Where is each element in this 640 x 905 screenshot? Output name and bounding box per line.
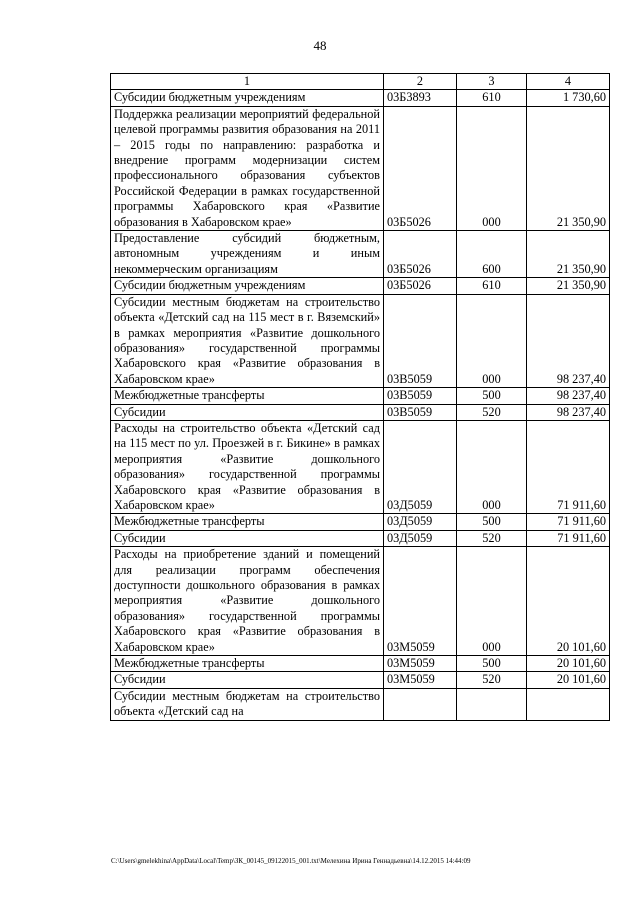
table-row (111, 404, 610, 420)
table-row (111, 656, 610, 672)
cell-amount: 98 237,40 (527, 388, 610, 404)
cell-code: 03Б5026 (384, 231, 457, 278)
cell-amount: 20 101,60 (527, 656, 610, 672)
cell-type: 610 (457, 90, 527, 106)
cell-name: Субсидии бюджетным учреждениям (111, 278, 384, 294)
cell-amount: 71 911,60 (527, 530, 610, 546)
table-row (111, 90, 610, 106)
table-row (111, 106, 610, 230)
cell-name: Межбюджетные трансферты (111, 388, 384, 404)
header-cell-name: 1 (111, 74, 384, 90)
table-row (111, 688, 610, 720)
cell-name: Субсидии местным бюджетам на строительство объекта «Детский сад на 115 мест в г. Вяземский» в рамках мероприятия «Развитие дошкольного образования» государственной программы Хабаровского края «Развитие образования в Хабаровском крае» (111, 294, 384, 387)
cell-code: 03М5059 (384, 547, 457, 656)
table-row (111, 420, 610, 513)
cell-type: 000 (457, 420, 527, 513)
cell-code (384, 688, 457, 720)
cell-type: 500 (457, 514, 527, 530)
cell-amount: 21 350,90 (527, 106, 610, 230)
cell-amount: 98 237,40 (527, 404, 610, 420)
cell-amount: 1 730,60 (527, 90, 610, 106)
budget-table (110, 73, 610, 721)
cell-name: Межбюджетные трансферты (111, 514, 384, 530)
table-row (111, 672, 610, 688)
cell-type: 000 (457, 547, 527, 656)
cell-code: 03Б5026 (384, 278, 457, 294)
cell-code: 03М5059 (384, 656, 457, 672)
cell-type: 000 (457, 294, 527, 387)
cell-amount: 21 350,90 (527, 231, 610, 278)
cell-code: 03В5059 (384, 388, 457, 404)
header-cell-amount: 4 (527, 74, 610, 90)
cell-name: Предоставление субсидий бюджетным, автономным учреждениям и иным некоммерческим организациям (111, 231, 384, 278)
cell-name: Расходы на приобретение зданий и помещений для реализации программ обеспечения доступности дошкольного образования в рамках мероприятия «Развитие дошкольного образования» государственной программы Хабаровского края «Развитие образования в Хабаровском крае» (111, 547, 384, 656)
header-cell-code: 2 (384, 74, 457, 90)
cell-amount: 21 350,90 (527, 278, 610, 294)
cell-name: Межбюджетные трансферты (111, 656, 384, 672)
cell-name: Субсидии (111, 530, 384, 546)
cell-code: 03Д5059 (384, 420, 457, 513)
cell-type: 520 (457, 530, 527, 546)
cell-type: 520 (457, 404, 527, 420)
table-row (111, 294, 610, 387)
cell-amount: 20 101,60 (527, 547, 610, 656)
cell-name: Поддержка реализации мероприятий федеральной целевой программы развития образования на 2011 – 2015 годы по направлению: разработка и внедрение программ модернизации систем профессионального образования субъектов Российской Федерации в рамках государственной программы Хабаровского края «Развитие образования в Хабаровском крае» (111, 106, 384, 230)
cell-code: 03М5059 (384, 672, 457, 688)
cell-code: 03Б5026 (384, 106, 457, 230)
cell-code: 03Д5059 (384, 530, 457, 546)
cell-amount: 71 911,60 (527, 514, 610, 530)
cell-type: 000 (457, 106, 527, 230)
cell-name: Субсидии бюджетным учреждениям (111, 90, 384, 106)
cell-name: Субсидии (111, 672, 384, 688)
cell-type (457, 688, 527, 720)
cell-type: 600 (457, 231, 527, 278)
cell-code: 03Д5059 (384, 514, 457, 530)
cell-amount: 20 101,60 (527, 672, 610, 688)
cell-name: Субсидии местным бюджетам на строительство объекта «Детский сад на (111, 688, 384, 720)
table-row (111, 547, 610, 656)
table-header-row (111, 74, 610, 90)
cell-code: 03В5059 (384, 404, 457, 420)
cell-type: 520 (457, 672, 527, 688)
table-row (111, 530, 610, 546)
cell-amount: 71 911,60 (527, 420, 610, 513)
cell-amount: 98 237,40 (527, 294, 610, 387)
cell-name: Расходы на строительство объекта «Детский сад на 115 мест по ул. Проезжей в г. Бикине» в рамках мероприятия «Развитие дошкольного образования» государственной программы Хабаровского края «Развитие образования в Хабаровском крае» (111, 420, 384, 513)
table-row (111, 514, 610, 530)
footer-file-path: C:\Users\gmelekhina\AppData\Local\Temp\ЗК_00145_09122015_001.txt\Мелехина Ирина Геннадьевна\14.12.2015 14:44:09 (111, 857, 471, 865)
cell-type: 610 (457, 278, 527, 294)
table-row (111, 388, 610, 404)
table-row (111, 231, 610, 278)
page-number: 48 (313, 38, 327, 53)
cell-code: 03В5059 (384, 294, 457, 387)
cell-type: 500 (457, 388, 527, 404)
cell-type: 500 (457, 656, 527, 672)
table-row (111, 278, 610, 294)
cell-name: Субсидии (111, 404, 384, 420)
cell-amount (527, 688, 610, 720)
cell-code: 03Б3893 (384, 90, 457, 106)
header-cell-type: 3 (457, 74, 527, 90)
